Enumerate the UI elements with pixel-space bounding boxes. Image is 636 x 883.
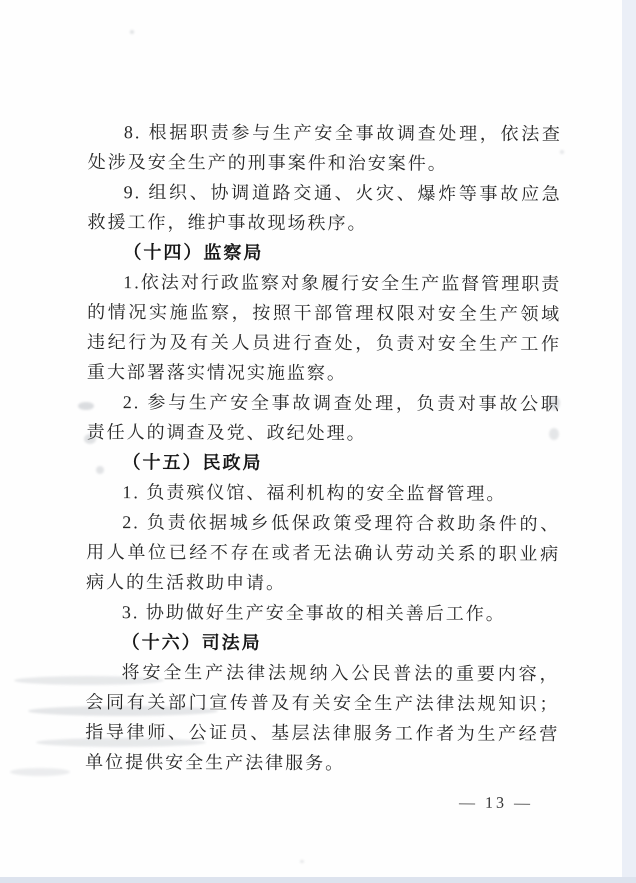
paragraph-justice-1: 将安全生产法律法规纳入公民普法的重要内容，会同有关部门宣传普及有关安全生产法律法规知识；指导律师、公证员、基层法律服务工作者为生产经营单位提供安全生产法律服务。 [85, 662, 560, 774]
paragraph-civil-affairs-1: 1. 负责殡仪馆、福利机构的安全监督管理。 [122, 482, 507, 504]
paragraph-item-9: 9. 组织、协调道路交通、火灾、爆炸等事故应急救援工作，维护事故现场秩序。 [87, 182, 562, 234]
scan-edge-bottom [0, 877, 636, 883]
paragraph-supervision-1: 1.依法对行政监察对象履行安全生产监督管理职责的情况实施监察，按照干部管理权限对安全生产领域违纪行为及有关人员进行查处，负责对安全生产工作重大部署落实情况实施监察。 [86, 272, 562, 384]
section-heading-civil-affairs-bureau: （十五）民政局 [122, 452, 263, 473]
paragraph-item-8: 8. 根据职责参与生产安全事故调查处理，依法查处涉及安全生产的刑事案件和治安案件。 [87, 122, 562, 174]
scan-noise [300, 860, 304, 863]
paragraph-civil-affairs-2: 2. 负责依据城乡低保政策受理符合救助条件的、用人单位已经不存在或者无法确认劳动关系的职业病病人的生活救助申请。 [85, 512, 561, 593]
document-body [85, 117, 562, 819]
scan-edge-right [622, 0, 636, 883]
section-heading-supervision-bureau: （十四）监察局 [123, 242, 264, 263]
section-heading-justice-bureau: （十六）司法局 [121, 632, 262, 653]
page-number: — 13 — [458, 794, 534, 812]
paragraph-civil-affairs-3: 3. 协助做好生产安全事故的相关善后工作。 [121, 602, 506, 624]
paragraph-supervision-2: 2. 参与生产安全事故调查处理，负责对事故公职责任人的调查及党、政纪处理。 [86, 392, 561, 444]
scan-noise [10, 768, 70, 776]
scan-noise [130, 30, 134, 34]
